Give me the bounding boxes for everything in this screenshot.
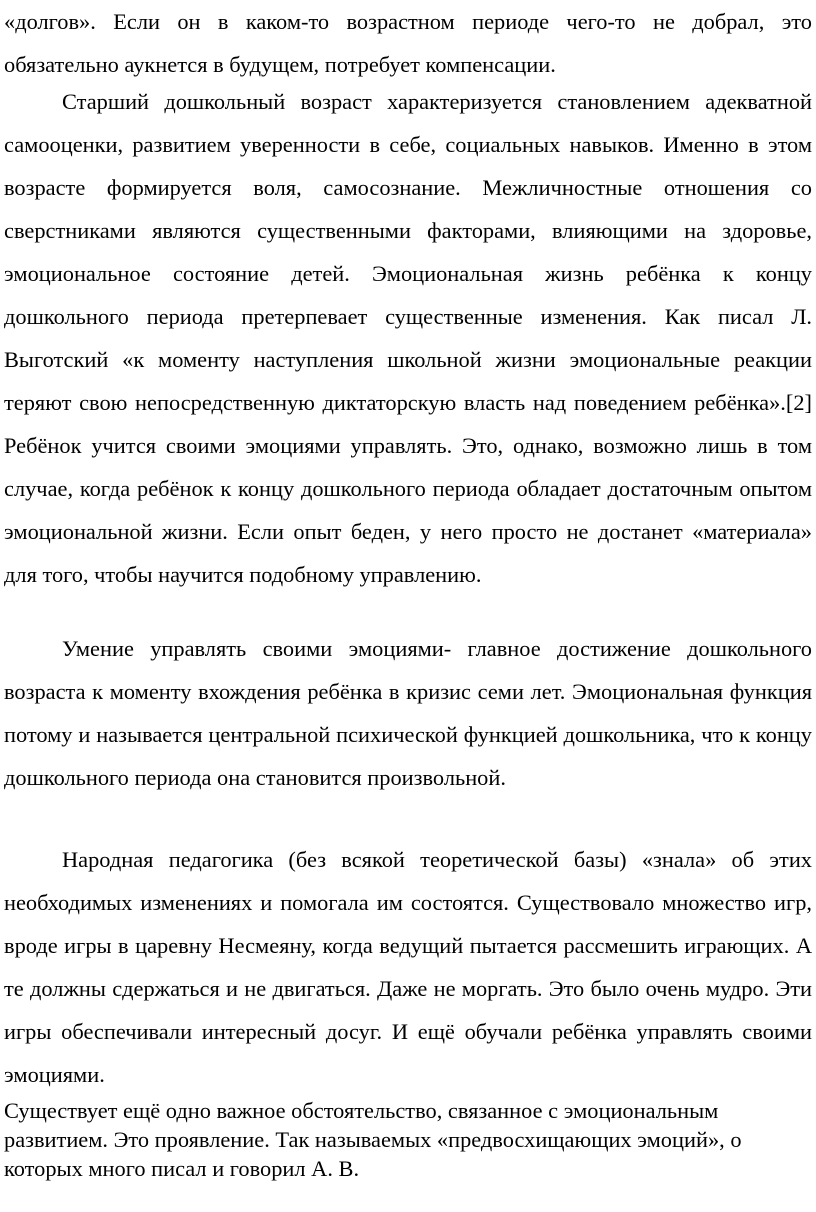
paragraph-continuation: «долгов». Если он в каком-то возрастном периоде чего-то не добрал, это обязательно аукнется в будущем, потребует компенсации. — [4, 9, 812, 77]
paragraph-anticipatory-emotions: Существует ещё одно важное обстоятельство, связанное с эмоциональным развитием. Это проявление. Так называемых «предвосхищающих эмоций», о которых много писал и говорил А. В. — [4, 1098, 742, 1181]
paragraph-preschool-age: Старший дошкольный возраст характеризуется становлением адекватной самооценки, развитием уверенности в себе, социальных навыков. Именно в этом возрасте формируется воля, самосознание. Межличностные отношения со сверстниками являются существенными факторами, влияющими на здоровье, эмоциональное состояние детей. Эмоциональная жизнь ребёнка к концу дошкольного периода претерпевает существенные изменения. Как писал Л. Выготский «к моменту наступления школьной жизни эмоциональные реакции теряют свою непосредственную диктаторскую власть над поведением ребёнка».[2] Ребёнок учится своими эмоциями управлять. Это, однако, возможно лишь в том случае, когда ребёнок к концу дошкольного периода обладает достаточным опытом эмоциональной жизни. Если опыт беден, у него просто не достанет «материала» для того, чтобы научится подобному управлению. — [4, 89, 812, 587]
paragraph-emotion-control: Умение управлять своими эмоциями- главное достижение дошкольного возраста к моменту вхождения ребёнка в кризис семи лет. Эмоциональная функция потому и называется центральной психической функцией дошкольника, что к концу дошкольного периода она становится произвольной. — [4, 636, 812, 790]
paragraph-folk-pedagogy: Народная педагогика (без всякой теоретической базы) «знала» об этих необходимых изменениях и помогала им состоятся. Существовало множество игр, вроде игры в царевну Несмеяну, когда ведущий пытается рассмешить играющих. А те должны сдержаться и не двигаться. Даже не моргать. Это было очень мудро. Эти игры обеспечивали интересный досуг. И ещё обучали ребёнка управлять своими эмоциями. — [4, 847, 812, 1087]
